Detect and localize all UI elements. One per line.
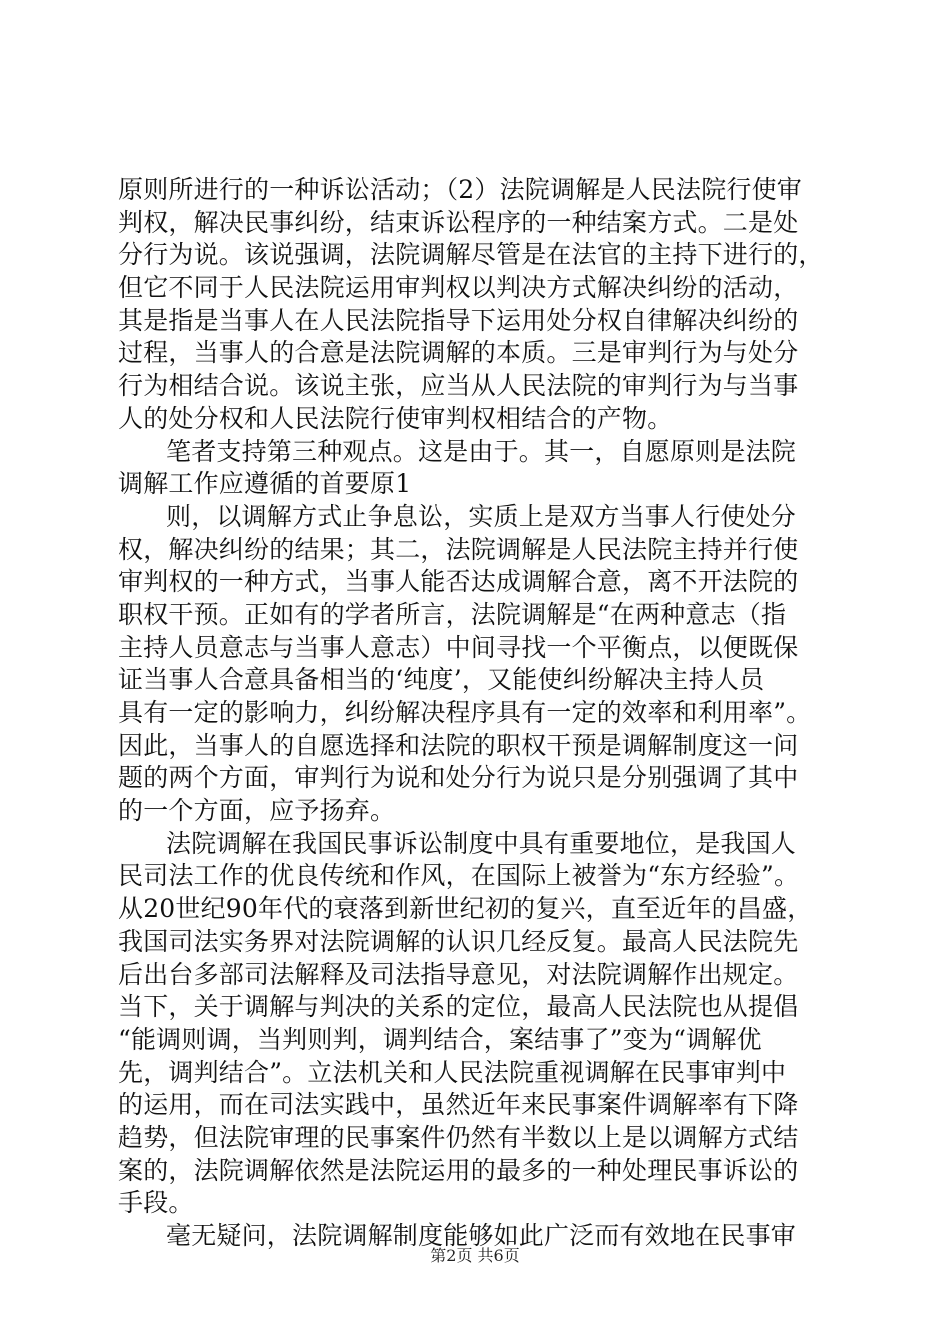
text-line: 权，解决纠纷的结果；其二，法院调解是人民法院主持并行使 xyxy=(118,534,799,564)
text-line: 手段。 xyxy=(118,1188,194,1218)
text-line: “能调则调，当判则判，调判结合，案结事了”变为“调解优 xyxy=(118,1024,762,1054)
text-line: 其是指是当事人在人民法院指导下运用处分权自律解决纠纷的 xyxy=(118,305,799,335)
text-line: 证当事人合意具备相当的‘纯度’，又能使纠纷解决主持人员 xyxy=(118,665,765,695)
text-line: 的运用，而在司法实践中，虽然近年来民事案件调解率有下降 xyxy=(118,1090,799,1120)
text-line: 人的处分权和人民法院行使审判权相结合的产物。 xyxy=(118,403,673,433)
text-line: 具有一定的影响力，纠纷解决程序具有一定的效率和利用率”。 xyxy=(118,698,812,727)
text-line: 案的，法院调解依然是法院运用的最多的一种处理民事诉讼的 xyxy=(118,1155,799,1185)
text-line: 调解工作应遵循的首要原1 xyxy=(118,469,412,499)
text-line: 分行为说。该说强调，法院调解尽管是在法官的主持下进行的， xyxy=(118,240,824,270)
page-number-footer: 第2页 共6页 xyxy=(430,1246,520,1265)
text-line: 但它不同于人民法院运用审判权以判决方式解决纠纷的活动， xyxy=(118,273,799,303)
text-line: 民司法工作的优良传统和作风，在国际上被誉为“东方经验”。 xyxy=(118,861,800,891)
text-line: 行为相结合说。该说主张，应当从人民法院的审判行为与当事 xyxy=(118,371,799,401)
text-line: 因此，当事人的自愿选择和法院的职权干预是调解制度这一问 xyxy=(118,730,799,760)
text-line: 主持人员意志与当事人意志）中间寻找一个平衡点，以便既保 xyxy=(118,632,799,662)
text-line: 题的两个方面，审判行为说和处分行为说只是分别强调了其中 xyxy=(118,763,799,793)
paragraph-start-line: 法院调解在我国民事诉讼制度中具有重要地位，是我国人 xyxy=(166,828,797,858)
text-line: 审判权的一种方式，当事人能否达成调解合意，离不开法院的 xyxy=(118,567,799,597)
text-line: 过程，当事人的合意是法院调解的本质。三是审判行为与处分 xyxy=(118,338,799,368)
text-line: 我国司法实务界对法院调解的认识几经反复。最高人民法院先 xyxy=(118,926,799,956)
text-line: 判权，解决民事纠纷，结束诉讼程序的一种结案方式。二是处 xyxy=(118,207,799,237)
text-line: 从20世纪90年代的衰落到新世纪初的复兴，直至近年的昌盛， xyxy=(118,894,813,924)
text-line: 原则所进行的一种诉讼活动；（2）法院调解是人民法院行使审 xyxy=(118,175,803,204)
paragraph-start-line: 笔者支持第三种观点。这是由于。其一，自愿原则是法院 xyxy=(166,436,797,466)
text-line: 后出台多部司法解释及司法指导意见，对法院调解作出规定。 xyxy=(118,959,799,989)
text-line: 的一个方面，应予扬弃。 xyxy=(118,796,396,826)
text-line: 先，调判结合”。立法机关和人民法院重视调解在民事审判中 xyxy=(118,1057,787,1087)
body-text xyxy=(118,174,850,1253)
paragraph-start-line: 毫无疑问，法院调解制度能够如此广泛而有效地在民事审 xyxy=(166,1221,797,1250)
text-line: 职权干预。正如有的学者所言，法院调解是“在两种意志（指 xyxy=(118,599,787,629)
paragraph-start-line: 则，以调解方式止争息讼，实质上是双方当事人行使处分 xyxy=(166,501,797,531)
text-line: 趋势，但法院审理的民事案件仍然有半数以上是以调解方式结 xyxy=(118,1122,799,1152)
text-line: 当下，关于调解与判决的关系的定位，最高人民法院也从提倡 xyxy=(118,992,799,1022)
